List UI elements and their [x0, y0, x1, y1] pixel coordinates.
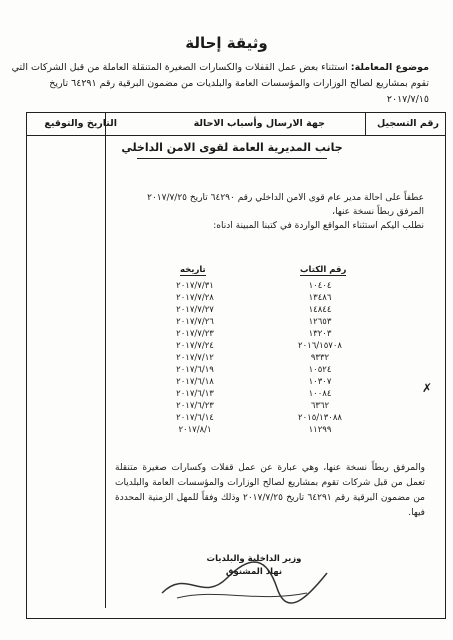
table-row [155, 353, 355, 364]
body-line-1: عطفاً على احالة مدير عام قوى الامن الداخلي رقم ٦٤٢٩٠ تاريخ ٢٠١٧/٧/٢٥ المرفق ربطاً نسخة عنها، [147, 193, 424, 217]
letter-number: ١٠٣٠٧ [308, 377, 332, 387]
table-row [155, 341, 355, 352]
letter-date: ٢٠١٧/٦/١٣ [176, 389, 214, 399]
letter-date: ٢٠١٧/٧/١٢ [176, 353, 214, 363]
letter-date: ٢٠١٧/٦/١٨ [176, 377, 214, 387]
letter-date: ٢٠١٧/٧/٢٤ [176, 341, 214, 351]
column-divider [365, 113, 366, 135]
header-registration: رقم التسجيل [376, 118, 439, 129]
letter-date: ٢٠١٧/٦/١٩ [176, 365, 214, 375]
directorate-heading: جانب المديرية العامة لقوى الامن الداخلي [121, 141, 343, 154]
letter-date: ٢٠١٧/٧/٣١ [176, 281, 214, 291]
table-row [155, 389, 355, 400]
table-row [155, 305, 355, 316]
table-row [155, 401, 355, 412]
letter-date: ٢٠١٧/٦/١٤ [176, 413, 214, 423]
table-row [155, 413, 355, 424]
table-row [155, 293, 355, 304]
signature-block [169, 553, 339, 579]
column-divider [105, 113, 106, 608]
body-line-2: نطلب اليكم استثناء المواقع الواردة في كتبنا المبينة ادناه: [213, 221, 424, 231]
signatory-name: نهاد المشنوق [225, 567, 283, 577]
letter-date: ٢٠١٧/٧/٢٦ [176, 317, 214, 327]
column-header-number: رقم الكتاب [300, 265, 347, 275]
table-row [155, 425, 355, 436]
letter-date: ٢٠١٧/٦/٢٣ [176, 401, 214, 411]
letter-number: ١٠٤٠٤ [308, 281, 332, 291]
document-title: وثيقة إحالة [185, 34, 268, 52]
letter-number: ١٤٨٤٤ [308, 305, 332, 315]
header-sender: جهة الارسال وأسباب الاحالة [193, 118, 325, 129]
letter-number: ٦٣٦٢ [310, 401, 330, 411]
body-paragraph [119, 191, 424, 233]
heading-underline [137, 158, 327, 159]
letter-number: ١٠٠٨٤ [308, 389, 332, 399]
subject-label: موضوع المعاملة: [350, 62, 429, 73]
column-header-date: تاريخه [180, 265, 206, 275]
letter-number: ٢٠١٥/١٣٠٨٨ [298, 413, 342, 423]
subject-text: استثناء بعض عمل القفلات والكسارات الصغيرة المتنقلة العاملة من قبل الشركات التي تقوم بمشاريع لصالح الوزارات والمؤسسات العامة والبلديات من مضمون البرقية رقم ٦٤٢٩١ تاريخ ٢٠١٧/٧/١٥ [11, 62, 429, 105]
referral-table-frame [26, 112, 446, 619]
signatory-title: وزير الداخلية والبلديات [206, 554, 302, 564]
letter-number: ٢٠١٦/١٥٧٠٨ [298, 341, 342, 351]
table-row [155, 377, 355, 388]
table-header [27, 113, 445, 136]
letter-number: ١٣٢٠٣ [308, 329, 332, 339]
table-row [155, 365, 355, 376]
letter-date: ٢٠١٧/٧/٢٨ [176, 293, 214, 303]
letter-number: ١١٢٩٩ [308, 425, 332, 435]
letter-date: ٢٠١٧/٨/١ [178, 425, 212, 435]
table-row [155, 317, 355, 328]
letter-date: ٢٠١٧/٧/٢٧ [176, 305, 214, 315]
handwritten-x-mark: ✗ [422, 381, 433, 395]
header-date-signature: التاريخ والتوقيع [44, 118, 117, 129]
letter-number: ١٠٥٢٤ [308, 365, 332, 375]
letter-number: ١٣٤٨٦ [308, 293, 332, 303]
letter-number: ١٢٦٥٣ [308, 317, 332, 327]
letter-number: ٩٣٣٢ [310, 353, 330, 363]
closing-paragraph: والمرفق ربطاً نسخة عنها، وهي عبارة عن عمل قفلات وكسارات صغيرة متنقلة تعمل من قبل شركات تقوم بمشاريع لصالح الوزارات والمؤسسات العامة والبلديات من مضمون البرقية رقم ٦٤٢٩١ تاريخ ٢٠١٧/٧/٢٥ وذلك وفقاً للمهل الزمنية المحددة فيها. [115, 463, 425, 518]
table-row [155, 329, 355, 340]
subject-block [9, 60, 429, 108]
table-row [155, 281, 355, 292]
letter-date: ٢٠١٧/٧/٢٣ [176, 329, 214, 339]
